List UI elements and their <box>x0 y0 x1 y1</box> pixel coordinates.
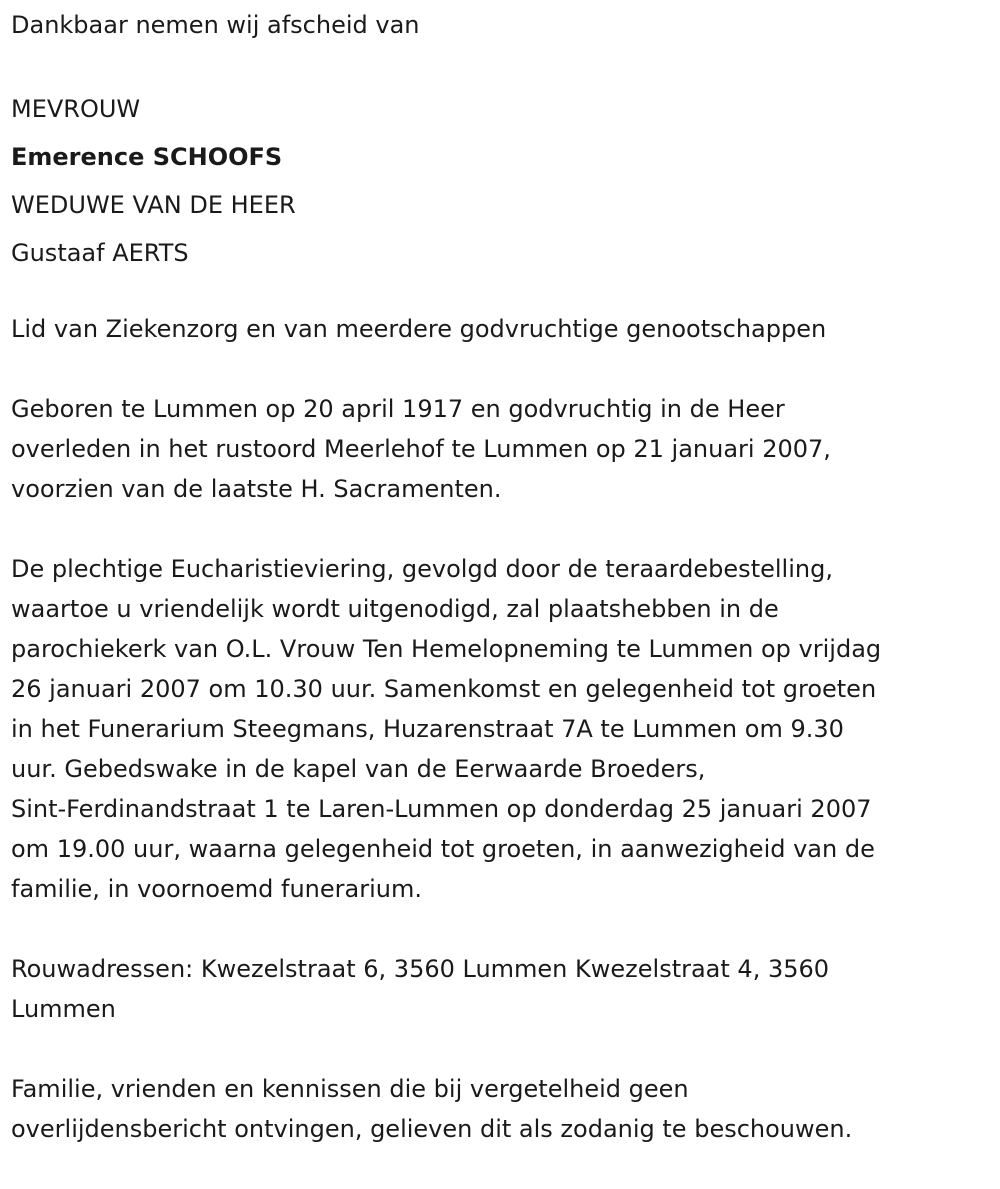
addresses-paragraph <box>11 949 881 1029</box>
ceremony-paragraph <box>11 549 881 909</box>
text-line: om 19.00 uur, waarna gelegenheid tot groeten, in aanwezigheid van de <box>11 835 875 863</box>
text-line: in het Funerarium Steegmans, Huzarenstraat 7A te Lummen om 9.30 <box>11 715 844 743</box>
spouse-name: Gustaaf AERTS <box>11 239 189 267</box>
text-line: Familie, vrienden en kennissen die bij vergetelheid geen <box>11 1075 689 1103</box>
obituary-document <box>11 5 881 1189</box>
text-line: 26 januari 2007 om 10.30 uur. Samenkomst en gelegenheid tot groeten <box>11 675 877 703</box>
text-line: waartoe u vriendelijk wordt uitgenodigd, zal plaatshebben in de <box>11 595 779 623</box>
text-line: Lummen <box>11 995 116 1023</box>
text-line: Sint-Ferdinandstraat 1 te Laren-Lummen op donderdag 25 januari 2007 <box>11 795 872 823</box>
honorific: MEVROUW <box>11 95 141 123</box>
intro-paragraph <box>11 5 881 45</box>
text-line: Rouwadressen: Kwezelstraat 6, 3560 Lummen Kwezelstraat 4, 3560 <box>11 955 830 983</box>
relation: WEDUWE VAN DE HEER <box>11 191 296 219</box>
text-line: familie, in voornoemd funerarium. <box>11 875 422 903</box>
text-line: voorzien van de laatste H. Sacramenten. <box>11 475 502 503</box>
text-line: uur. Gebedswake in de kapel van de Eerwaarde Broeders, <box>11 755 706 783</box>
deceased-name-block <box>11 85 881 277</box>
membership-text: Lid van Ziekenzorg en van meerdere godvruchtige genootschappen <box>11 315 827 343</box>
birth-death-paragraph <box>11 389 881 509</box>
closing-paragraph <box>11 1069 881 1149</box>
deceased-name: Emerence SCHOOFS <box>11 143 283 171</box>
text-line: overleden in het rustoord Meerlehof te Lummen op 21 januari 2007, <box>11 435 831 463</box>
text-line: overlijdensbericht ontvingen, gelieven dit als zodanig te beschouwen. <box>11 1115 853 1143</box>
text-line: De plechtige Eucharistieviering, gevolgd door de teraardebestelling, <box>11 555 833 583</box>
text-line: Geboren te Lummen op 20 april 1917 en godvruchtig in de Heer <box>11 395 785 423</box>
intro-text: Dankbaar nemen wij afscheid van <box>11 11 420 39</box>
text-line: parochiekerk van O.L. Vrouw Ten Hemelopneming te Lummen op vrijdag <box>11 635 882 663</box>
membership-paragraph <box>11 309 881 349</box>
